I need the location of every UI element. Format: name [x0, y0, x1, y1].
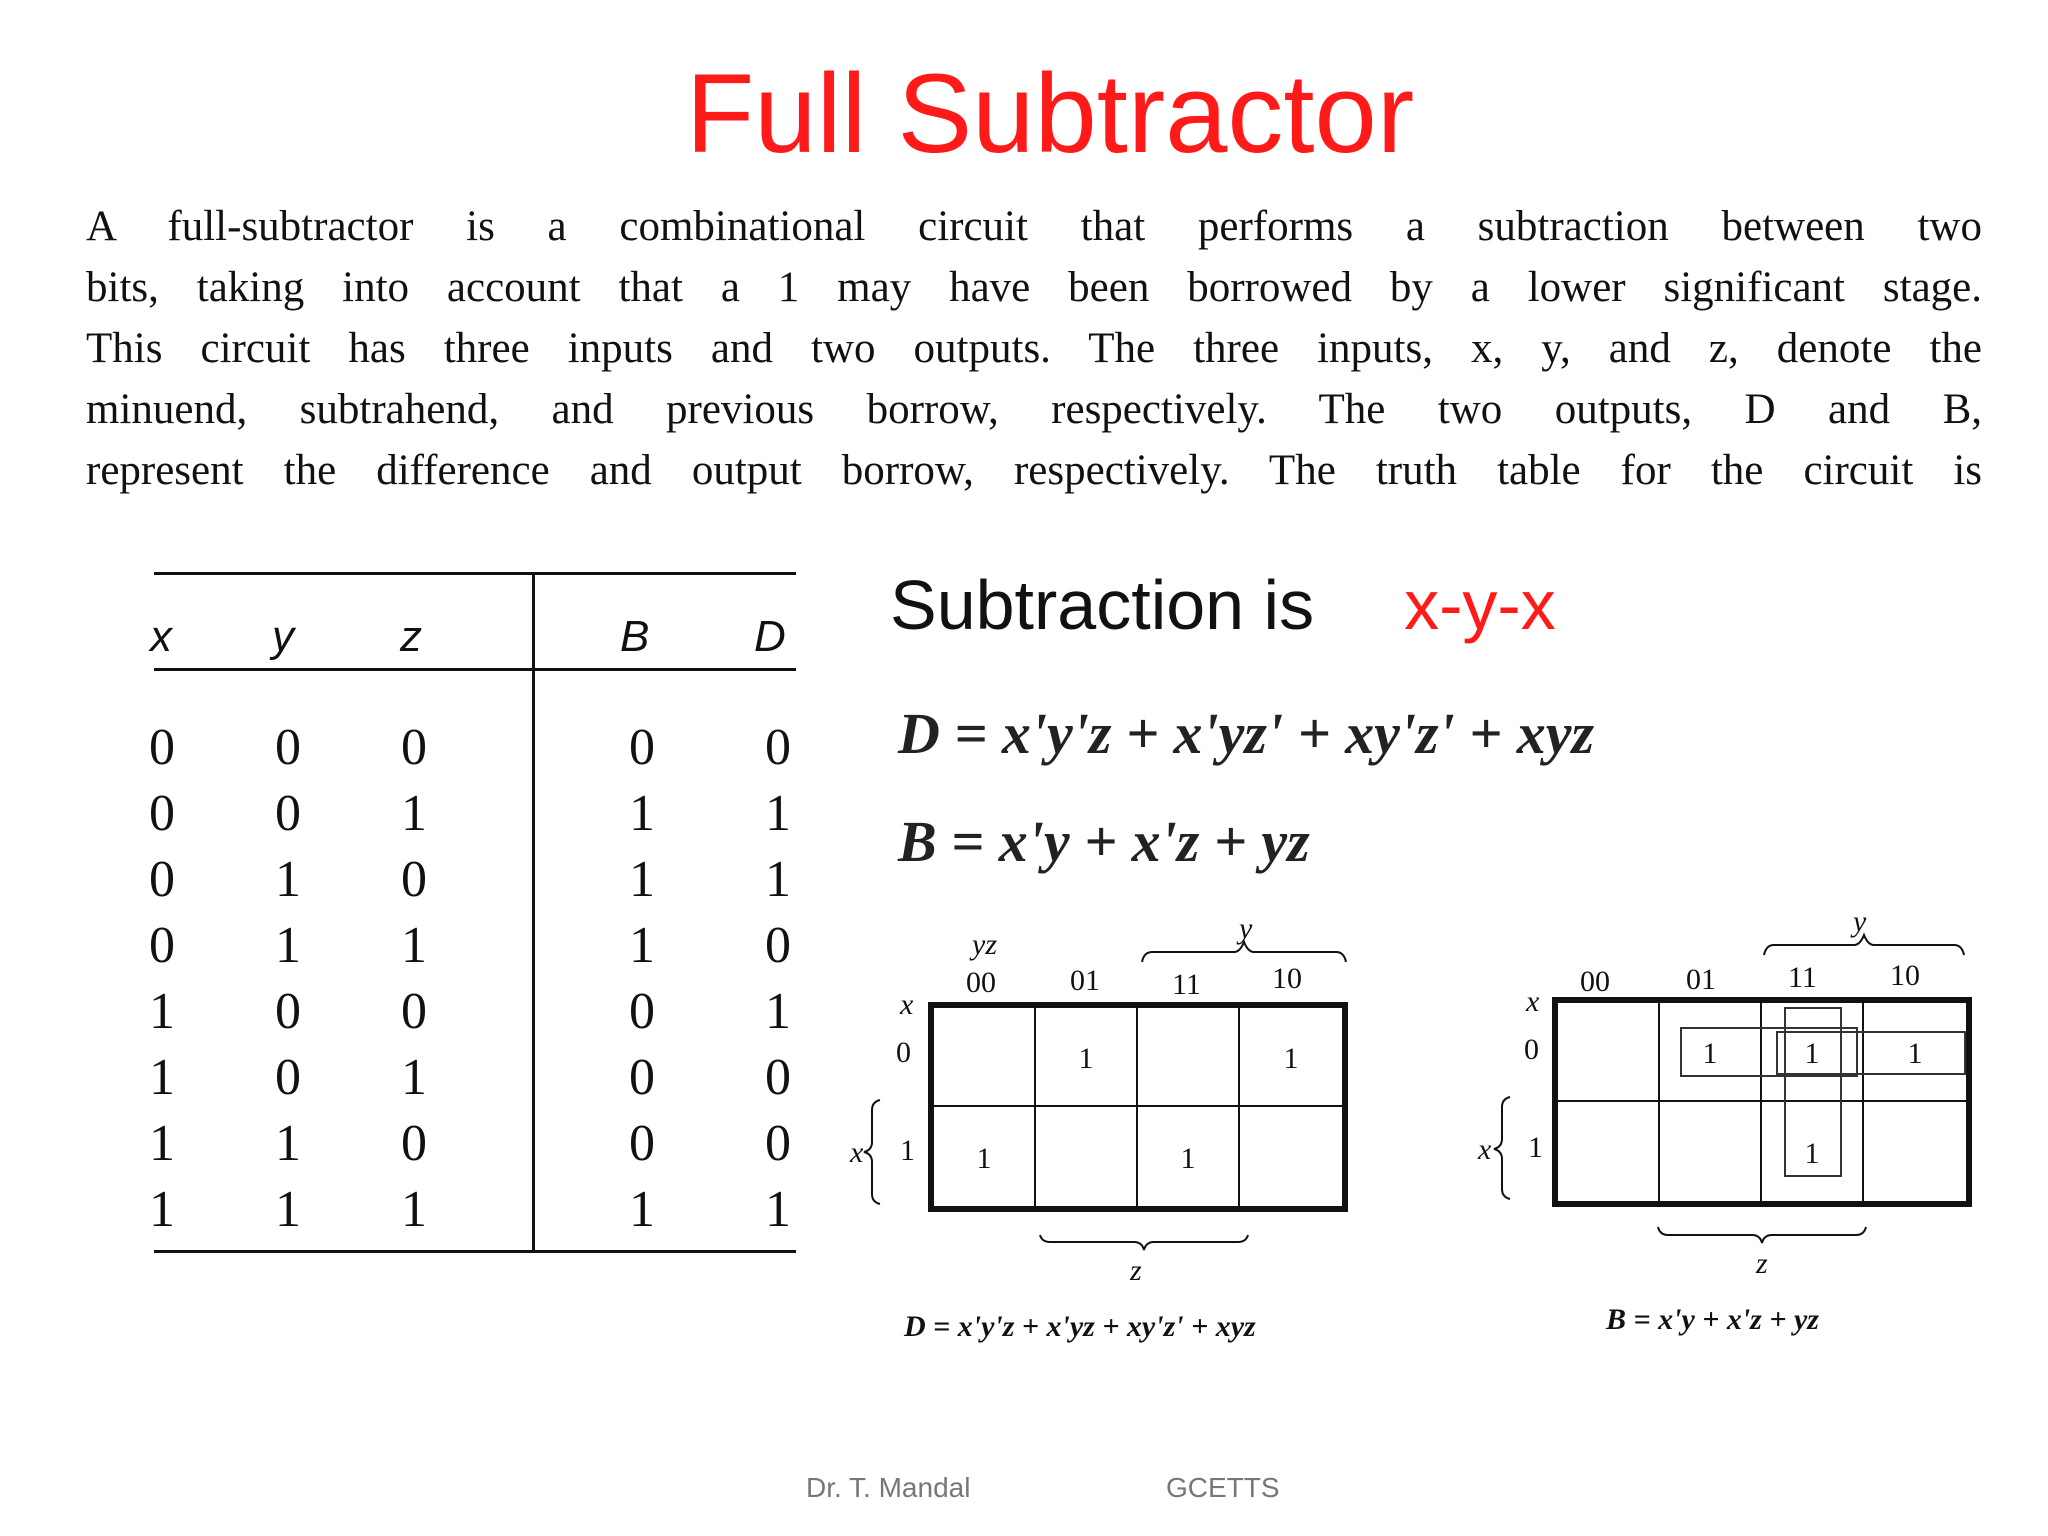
kmap-x-brace-label: x	[850, 1136, 864, 1169]
header-b: B	[620, 612, 650, 661]
kmap-cell: 1	[1238, 1006, 1344, 1107]
table-cell: 1	[765, 1181, 791, 1238]
kmap-x-brace-label: x	[1478, 1133, 1492, 1166]
kmap-cell: 1	[1760, 1100, 1864, 1203]
table-cell: 0	[765, 1049, 791, 1106]
table-cell: 0	[629, 1115, 655, 1172]
intro-paragraph	[86, 196, 1982, 501]
table-cell: 0	[149, 917, 175, 974]
kmap-cell: 1	[932, 1105, 1036, 1208]
table-cell: 1	[401, 785, 427, 842]
table-cell: 1	[149, 983, 175, 1040]
table-cell: 1	[401, 1181, 427, 1238]
table-cell: 0	[401, 983, 427, 1040]
kmap-col-header: 00	[1580, 965, 1610, 998]
kmap-cell: 1	[1136, 1105, 1240, 1208]
footer-institution: GCETTS	[1166, 1472, 1280, 1503]
slide-title: Full Subtractor	[685, 51, 1415, 176]
header-y: y	[272, 612, 294, 661]
kmap-col-header: 11	[1172, 968, 1201, 1001]
kmap-cell: 1	[1658, 1001, 1762, 1102]
table-cell: 0	[275, 1049, 301, 1106]
kmap-col-header: 11	[1788, 961, 1817, 994]
table-cell: 0	[765, 719, 791, 776]
table-cell: 0	[401, 851, 427, 908]
intro-line: bits, taking into account that a 1 may have been borrowed by a lower significant stage.	[86, 264, 1982, 311]
kmap-row-var: x	[1526, 985, 1540, 1018]
kmap-equation: B = x'y + x'z + yz	[1606, 1303, 1819, 1336]
kmap-cell	[1556, 1100, 1660, 1203]
table-top-rule	[154, 572, 796, 575]
footer-author: Dr. T. Mandal	[806, 1472, 971, 1503]
borrow-equation: B = x'y + x'z + yz	[898, 809, 1310, 874]
header-z: z	[400, 612, 422, 661]
kmap-difference	[850, 910, 1370, 1350]
kmap-row-header: 0	[896, 1036, 911, 1069]
table-cell: 0	[629, 719, 655, 776]
kmap-cell: 1	[1862, 1001, 1968, 1102]
table-cell: 0	[765, 917, 791, 974]
intro-line: This circuit has three inputs and two outputs. The three inputs, x, y, and z, denote the	[86, 325, 1982, 372]
table-cell: 0	[275, 785, 301, 842]
table-cell: 1	[629, 851, 655, 908]
kmap-y-label: y	[1239, 912, 1253, 945]
kmap-col-header: 00	[966, 966, 996, 999]
difference-equation: D = x'y'z + x'yz' + xy'z' + xyz	[898, 701, 1595, 766]
kmap-z-label: z	[1756, 1247, 1768, 1280]
header-d: D	[754, 612, 786, 661]
kmap-cell: 1	[1034, 1006, 1138, 1107]
kmap-col-header: 10	[1890, 959, 1920, 992]
intro-line: represent the difference and output borrow, respectively. The truth table for the circuit is	[86, 447, 1982, 494]
kmap-group-yz	[1784, 1007, 1842, 1177]
table-divider	[532, 572, 535, 1253]
kmap-col-var: yz	[972, 928, 997, 961]
table-cell: 1	[149, 1049, 175, 1106]
kmap-col-header: 01	[1070, 964, 1100, 997]
table-cell: 1	[765, 785, 791, 842]
kmap-borrow	[1470, 905, 1990, 1345]
kmap-z-label: z	[1130, 1254, 1142, 1287]
truth-table	[150, 572, 800, 1257]
kmap-col-header: 10	[1272, 962, 1302, 995]
table-bottom-rule	[154, 1250, 796, 1253]
table-cell: 0	[401, 1115, 427, 1172]
intro-line: minuend, subtrahend, and previous borrow, respectively. The two outputs, D and B,	[86, 386, 1982, 433]
kmap-cell	[1556, 1001, 1660, 1102]
kmap-grid	[1552, 997, 1972, 1207]
subtraction-expression: x-y-x	[1404, 566, 1556, 644]
subtraction-statement	[890, 565, 1556, 645]
subtraction-label: Subtraction is	[890, 566, 1315, 644]
table-cell: 0	[275, 719, 301, 776]
kmap-cell	[1658, 1100, 1762, 1203]
kmap-cell	[1034, 1105, 1138, 1208]
table-cell: 0	[765, 1115, 791, 1172]
table-cell: 1	[149, 1115, 175, 1172]
table-cell: 0	[629, 1049, 655, 1106]
table-cell: 0	[275, 983, 301, 1040]
kmap-col-header: 01	[1686, 963, 1716, 996]
table-cell: 1	[275, 1115, 301, 1172]
table-cell: 1	[275, 917, 301, 974]
table-cell: 0	[629, 983, 655, 1040]
table-cell: 1	[149, 1181, 175, 1238]
kmap-cell	[1862, 1100, 1968, 1203]
table-cell: 1	[629, 785, 655, 842]
kmap-cell	[1136, 1006, 1240, 1107]
table-cell: 1	[765, 983, 791, 1040]
table-cell: 1	[401, 1049, 427, 1106]
kmap-row-var: x	[900, 988, 914, 1021]
intro-line: A full-subtractor is a combinational circuit that performs a subtraction between two	[86, 203, 1982, 250]
table-cell: 1	[275, 851, 301, 908]
table-cell: 0	[401, 719, 427, 776]
kmap-row-header: 1	[900, 1134, 915, 1167]
table-cell: 1	[629, 917, 655, 974]
table-cell: 0	[149, 719, 175, 776]
kmap-y-label: y	[1853, 905, 1867, 938]
table-cell: 1	[765, 851, 791, 908]
kmap-row-header: 0	[1524, 1033, 1539, 1066]
table-cell: 0	[149, 785, 175, 842]
kmap-equation: D = x'y'z + x'yz + xy'z' + xyz	[904, 1310, 1256, 1343]
table-cell: 1	[629, 1181, 655, 1238]
table-cell: 1	[275, 1181, 301, 1238]
header-x: x	[150, 612, 172, 661]
kmap-cell	[1238, 1105, 1344, 1208]
kmap-row-header: 1	[1528, 1131, 1543, 1164]
table-cell: 0	[149, 851, 175, 908]
kmap-cell: 1	[1760, 1001, 1864, 1102]
kmap-grid	[928, 1002, 1348, 1212]
table-cell: 1	[401, 917, 427, 974]
kmap-cell	[932, 1006, 1036, 1107]
table-header-rule	[154, 668, 796, 671]
